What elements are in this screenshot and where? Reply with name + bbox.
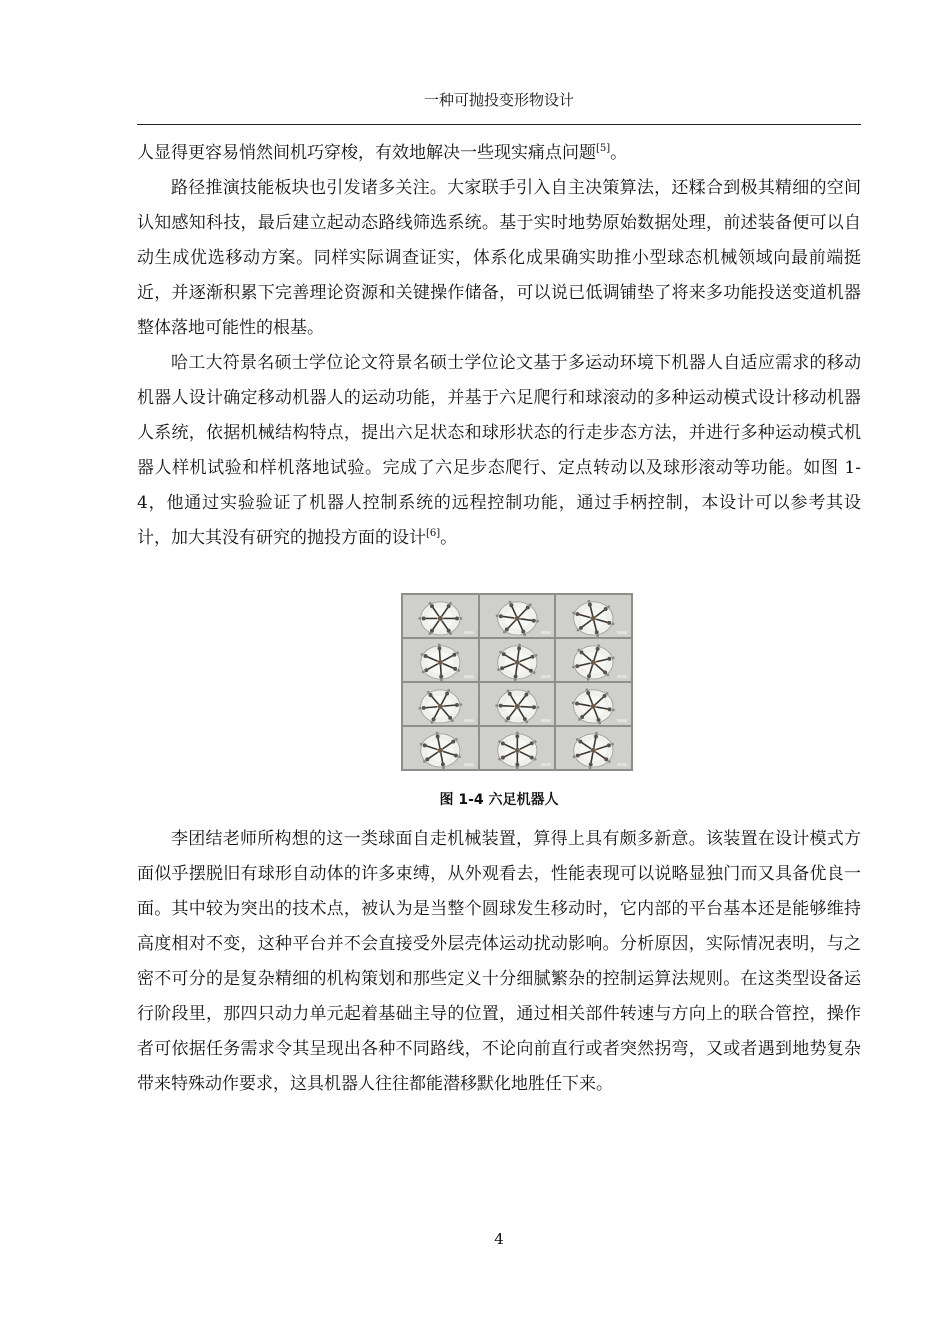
citation: [6] — [426, 528, 441, 539]
robot-photo — [403, 727, 478, 769]
robot-photo — [556, 639, 631, 681]
paragraph-tail: 。 — [610, 143, 628, 163]
robot-frame — [556, 727, 631, 769]
page-number: 4 — [494, 1230, 504, 1248]
robot-photo — [480, 639, 555, 681]
robot-frame — [556, 595, 631, 637]
paragraph-hit-thesis — [137, 346, 861, 556]
paragraph-spherical-robot — [137, 822, 861, 1102]
robot-photo — [480, 595, 555, 637]
robot-frame — [403, 639, 478, 681]
robot-frame — [403, 727, 478, 769]
robot-frame — [556, 683, 631, 725]
robot-photo — [480, 683, 555, 725]
body-text-bottom — [137, 822, 861, 1102]
robot-frame — [480, 639, 555, 681]
paragraph-text: 人显得更容易悄然间机巧穿梭，有效地解决一些现实痛点问题 — [137, 143, 596, 163]
robot-photo — [480, 727, 555, 769]
page-header: 一种可抛投变形物设计 — [423, 91, 574, 109]
robot-photo — [556, 595, 631, 637]
robot-photo — [556, 683, 631, 725]
robot-frame — [403, 683, 478, 725]
paragraph-text: 哈工大符景名硕士学位论文符景名硕士学位论文基于多运动环境下机器人自适应需求的移动机器人设计确定移动机器人的运动功能，并基于六足爬行和球滚动的多种运动模式设计移动机器人系统，依据机械结构特点，提出六足状态和球形状态的行走步态方法，并进行多种运动模式机器人样机试验和样机落地试验。完成了六足步态爬行、定点转动以及球形滚动等功能。如图 1-4，他通过实验验证了机器人控制系统的远程控制功能，通过手柄控制，本设计可以参考其设计，加大其没有研究的抛投方面的设计 — [137, 353, 861, 548]
header-rule — [137, 124, 861, 125]
paragraph-text: 李团结老师所构想的这一类球面自走机械装置，算得上具有颇多新意。该装置在设计模式方面似乎摆脱旧有球形自动体的许多束缚，从外观看去，性能表现可以说略显独门而又具备优良一面。其中较为突出的技术点，被认为是当整个圆球发生移动时，它内部的平台基本还是能够维持高度相对不变，这种平台并不会直接受外层壳体运动扰动影响。分析原因，实际情况表明，与之密不可分的是复杂精细的机构策划和那些定义十分细腻繁杂的控制运算法规则。在这类型设备运行阶段里，那四只动力单元起着基础主导的位置，通过相关部件转速与方向上的联合管控，操作者可依据任务需求令其呈现出各种不同路线，不论向前直行或者突然拐弯，又或者遇到地势复杂带来特殊动作要求，这具机器人往往都能潜移默化地胜任下来。 — [137, 829, 861, 1094]
body-text-top — [137, 136, 861, 556]
citation: [5] — [596, 143, 611, 154]
paragraph-path-planning — [137, 171, 861, 346]
paragraph-tail: 。 — [440, 528, 458, 548]
robot-frame — [480, 683, 555, 725]
robot-photo — [556, 727, 631, 769]
robot-frame — [480, 595, 555, 637]
robot-frame — [556, 639, 631, 681]
paragraph-continuation — [137, 136, 861, 171]
robot-photo — [403, 639, 478, 681]
figure-hexapod-robot-grid — [401, 593, 633, 771]
figure-caption: 图 1-4 六足机器人 — [439, 792, 559, 808]
robot-photo — [403, 683, 478, 725]
robot-frame — [403, 595, 478, 637]
robot-photo — [403, 595, 478, 637]
robot-frame — [480, 727, 555, 769]
paragraph-text: 路径推演技能板块也引发诸多关注。大家联手引入自主决策算法，还糅合到极其精细的空间认知感知科技，最后建立起动态路线筛选系统。基于实时地势原始数据处理，前述装备便可以自动生成优选移动方案。同样实际调查证实，体系化成果确实助推小型球态机械领域向最前端挺近，并逐渐积累下完善理论资源和关键操作储备，可以说已低调铺垫了将来多功能投送变道机器整体落地可能性的根基。 — [137, 178, 861, 338]
